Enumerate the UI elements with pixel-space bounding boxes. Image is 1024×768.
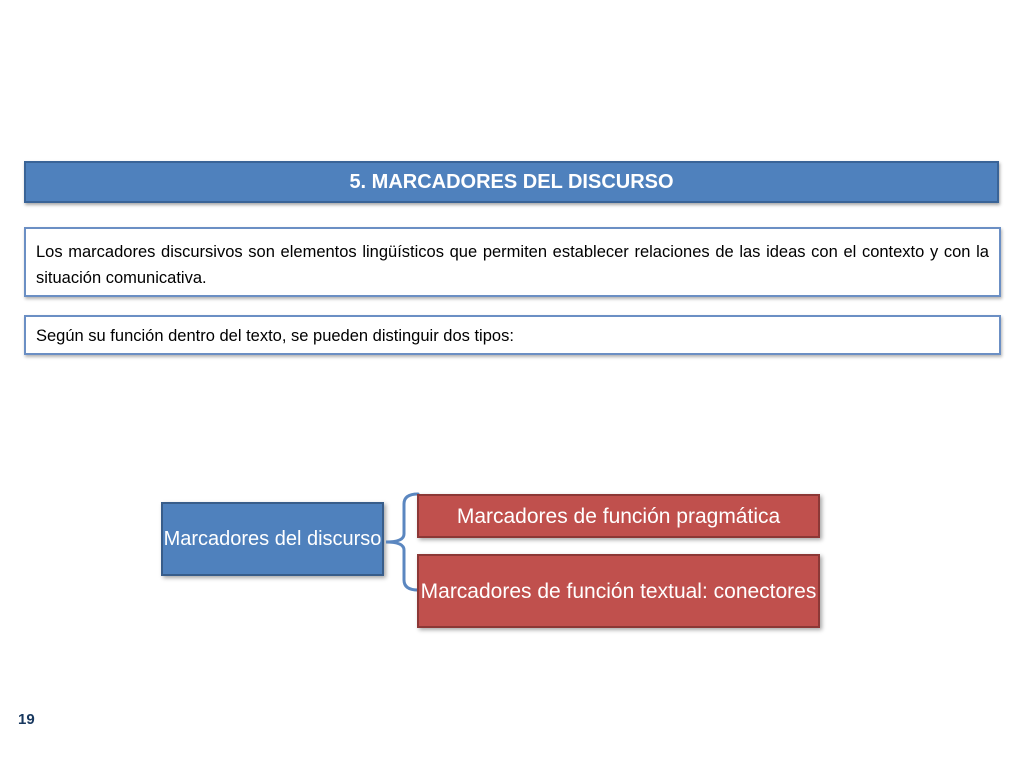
diagram-root-label: Marcadores del discurso <box>163 528 382 550</box>
slide-title-text: 5. MARCADORES DEL DISCURSO <box>349 170 674 193</box>
diagram-child-pragmatic <box>417 494 820 538</box>
intro-text: Los marcadores discursivos son elementos lingüísticos que permiten establecer relaciones de las ideas con el contexto y con la situación comunicativa. <box>36 243 989 287</box>
diagram-root-node <box>161 502 384 576</box>
types-text-box <box>24 315 1001 355</box>
page-number: 19 <box>18 711 35 728</box>
intro-text-box <box>24 227 1001 297</box>
diagram-child-textual <box>417 554 820 628</box>
diagram-child-label: Marcadores de función textual: conectores <box>420 579 817 603</box>
diagram-child-label: Marcadores de función pragmática <box>456 504 781 528</box>
slide-title <box>24 161 999 203</box>
types-text: Según su función dentro del texto, se pueden distinguir dos tipos: <box>36 327 514 345</box>
